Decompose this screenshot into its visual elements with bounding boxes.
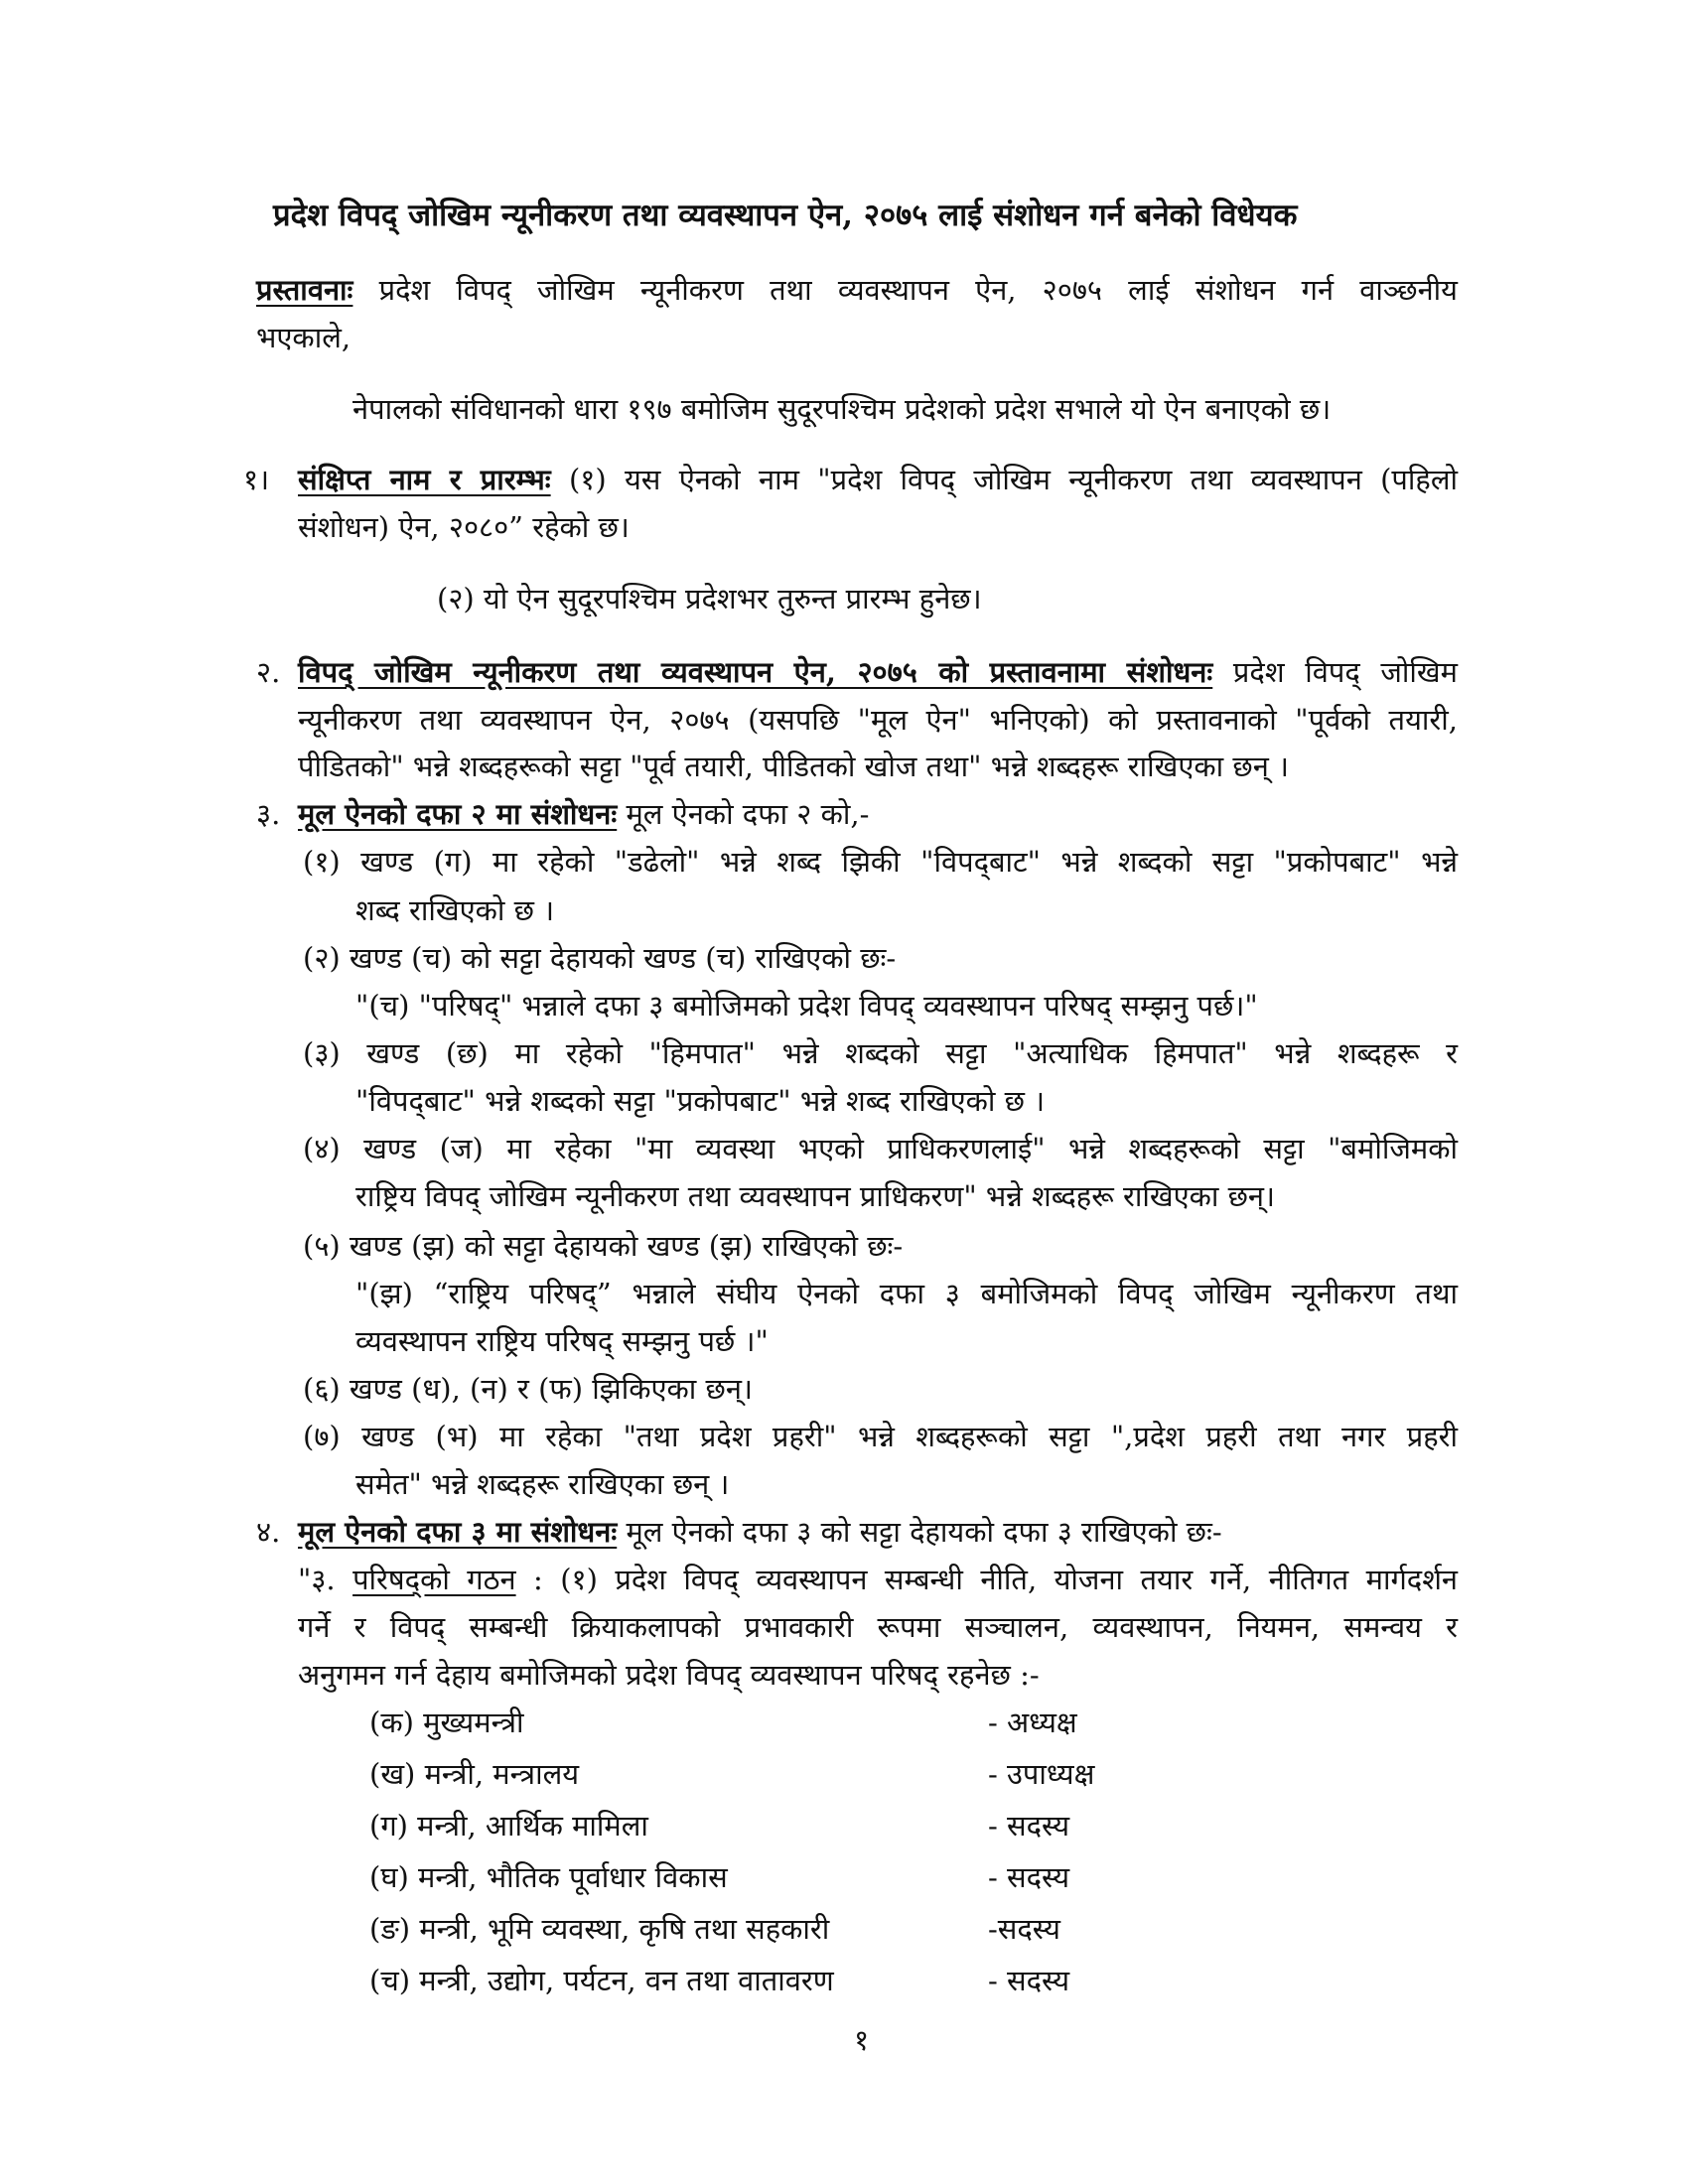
section-1-number: १। xyxy=(243,463,270,496)
clause-3-line-1: (३) खण्ड (छ) मा रहेको "हिमपात" भन्ने शब्दको सट्टा "अत्याधिक हिमपात" भन्ने शब्दहरू र xyxy=(303,1036,1458,1070)
preamble-line-2: भएकाले, xyxy=(256,321,352,354)
section-3-number: ३. xyxy=(256,797,281,831)
section-2-heading: विपद् जोखिम न्यूनीकरण तथा व्यवस्थापन ऐन, २०७५ को प्रस्तावनामा संशोधनः xyxy=(298,655,1213,689)
clause-2-line-1: (२) खण्ड (च) को सट्टा देहायको खण्ड (च) राखिएको छः- xyxy=(303,941,897,975)
clause-4-line-2: राष्ट्रिय विपद् जोखिम न्यूनीकरण तथा व्यवस्थापन प्राधिकरण" भन्ने शब्दहरू राखिएका छन्। xyxy=(355,1179,1276,1213)
section-4-heading: मूल ऐनको दफा ३ मा संशोधनः xyxy=(298,1515,618,1549)
section-2-number: २. xyxy=(256,655,281,689)
section-2-line-3: पीडितको" भन्ने शब्दहरूको सट्टा "पूर्व तयारी, पीडितको खोज तथा" भन्ने शब्दहरू राखिएका छन् । xyxy=(298,750,1290,783)
member-4-role: - सदस्य xyxy=(988,1860,1070,1894)
section-4-line-1 xyxy=(298,1517,1222,1549)
document-title: प्रदेश विपद् जोखिम न्यूनीकरण तथा व्यवस्थापन ऐन, २०७५ लाई संशोधन गर्न बनेको विधेयक xyxy=(273,198,1298,233)
member-1-role: - अध्यक्ष xyxy=(988,1706,1077,1739)
preamble-text: प्रदेश विपद् जोखिम न्यूनीकरण तथा व्यवस्थापन ऐन, २०७५ लाई संशोधन गर्न वाञ्छनीय xyxy=(378,273,1458,307)
member-5-role: -सदस्य xyxy=(988,1912,1060,1946)
clause-7-line-2: समेत" भन्ने शब्दहरू राखिएका छन् । xyxy=(355,1467,730,1501)
section-3-line-1 xyxy=(298,799,869,831)
section-3-heading: मूल ऐनको दफा २ मा संशोधनः xyxy=(298,797,618,831)
section-2-line-2: न्यूनीकरण तथा व्यवस्थापन ऐन, २०७५ (यसपछि "मूल ऐन" भनिएको) को प्रस्तावनाको "पूर्वको तयारी, xyxy=(298,703,1458,737)
enactment-clause: नेपालको संविधानको धारा १९७ बमोजिम सुदूरपश्चिम प्रदेशको प्रदेश सभाले यो ऐन बनाएको छ। xyxy=(352,392,1332,426)
clause-2-line-2: "(च) "परिषद्" भन्नाले दफा ३ बमोजिमको प्रदेश विपद् व्यवस्थापन परिषद् सम्झनु पर्छ।" xyxy=(355,989,1258,1023)
member-3-role: - सदस्य xyxy=(988,1809,1070,1843)
clause-5-line-1: (५) खण्ड (झ) को सट्टा देहायको खण्ड (झ) राखिएको छः- xyxy=(303,1229,904,1263)
section-4-number: ४. xyxy=(256,1515,281,1549)
section-4-text-line-2: गर्ने र विपद् सम्बन्धी क्रियाकलापको प्रभावकारी रूपमा सञ्चालन, व्यवस्थापन, नियमन, समन्वय र xyxy=(298,1610,1458,1644)
clause-1-line-1: (१) खण्ड (ग) मा रहेको "डढेलो" भन्ने शब्द झिकी "विपद्‌बाट" भन्ने शब्दको सट्टा "प्रकोपबाट" भन्ने xyxy=(303,845,1458,879)
section-4-quote-number: "३. xyxy=(298,1563,336,1596)
clause-3-line-2: "विपद्‌बाट" भन्ने शब्दको सट्टा "प्रकोपबाट" भन्ने शब्द राखिएको छ । xyxy=(355,1084,1046,1118)
member-4-position: (घ) मन्त्री, भौतिक पूर्वाधार विकास xyxy=(369,1860,728,1894)
clause-4-line-1: (४) खण्ड (ज) मा रहेका "मा व्यवस्था भएको प्राधिकरणलाई" भन्ने शब्दहरूको सट्टा "बमोजिमको xyxy=(303,1132,1458,1165)
section-4-intro: मूल ऐनको दफा ३ को सट्टा देहायको दफा ३ राखिएको छः- xyxy=(626,1515,1222,1549)
preamble-label: प्रस्तावनाः xyxy=(256,273,353,307)
clause-7-line-1: (७) खण्ड (भ) मा रहेका "तथा प्रदेश प्रहरी" भन्ने शब्दहरूको सट्टा ",प्रदेश प्रहरी तथा नगर प्रहरी xyxy=(303,1420,1458,1453)
member-1-position: (क) मुख्यमन्त्री xyxy=(369,1706,524,1739)
section-2-line-1 xyxy=(298,657,1458,689)
member-2-role: - उपाध्यक्ष xyxy=(988,1757,1095,1791)
member-5-position: (ङ) मन्त्री, भूमि व्यवस्था, कृषि तथा सहकारी xyxy=(369,1912,830,1946)
clause-1-line-2: शब्द राखिएको छ । xyxy=(355,893,555,927)
clause-5-line-3: व्यवस्थापन राष्ट्रिय परिषद् सम्झनु पर्छ ।" xyxy=(355,1324,769,1358)
member-6-role: - सदस्य xyxy=(988,1964,1070,1997)
section-1-line-2: संशोधन) ऐन, २०८०” रहेको छ। xyxy=(298,510,630,544)
section-4-text-line-1 xyxy=(298,1565,1458,1596)
page-number: १ xyxy=(854,2023,870,2057)
clause-5-line-2: "(झ) “राष्ट्रिय परिषद्” भन्नाले संघीय ऐनको दफा ३ बमोजिमको विपद् जोखिम न्यूनीकरण तथा xyxy=(355,1277,1458,1310)
member-6-position: (च) मन्त्री, उद्योग, पर्यटन, वन तथा वातावरण xyxy=(369,1964,834,1997)
section-3-intro: मूल ऐनको दफा २ को,- xyxy=(626,797,870,831)
section-1-text: (१) यस ऐनको नाम "प्रदेश विपद् जोखिम न्यूनीकरण तथा व्यवस्थापन (पहिलो xyxy=(568,463,1458,496)
preamble-line-1 xyxy=(256,275,1458,307)
section-1-line-1 xyxy=(298,465,1458,496)
council-formation-heading: परिषद्को गठन xyxy=(352,1563,516,1596)
section-4-text-1: : (१) प्रदेश विपद् व्यवस्थापन सम्बन्धी नीति, योजना तयार गर्ने, नीतिगत मार्गदर्शन xyxy=(533,1563,1459,1596)
section-4-text-line-3: अनुगमन गर्न देहाय बमोजिमको प्रदेश विपद् व्यवस्थापन परिषद् रहनेछ :- xyxy=(298,1658,1040,1692)
member-2-position: (ख) मन्त्री, मन्त्रालय xyxy=(369,1757,580,1791)
clause-6-line-1: (६) खण्ड (ध), (न) र (फ) झिकिएका छन्। xyxy=(303,1372,753,1406)
section-1-subsection-2: (२) यो ऐन सुदूरपश्चिम प्रदेशभर तुरुन्त प्रारम्भ हुनेछ। xyxy=(437,582,982,615)
section-2-text: प्रदेश विपद् जोखिम xyxy=(1232,655,1458,689)
member-3-position: (ग) मन्त्री, आर्थिक मामिला xyxy=(369,1809,648,1843)
section-1-heading: संक्षिप्त नाम र प्रारम्भः xyxy=(298,463,551,496)
